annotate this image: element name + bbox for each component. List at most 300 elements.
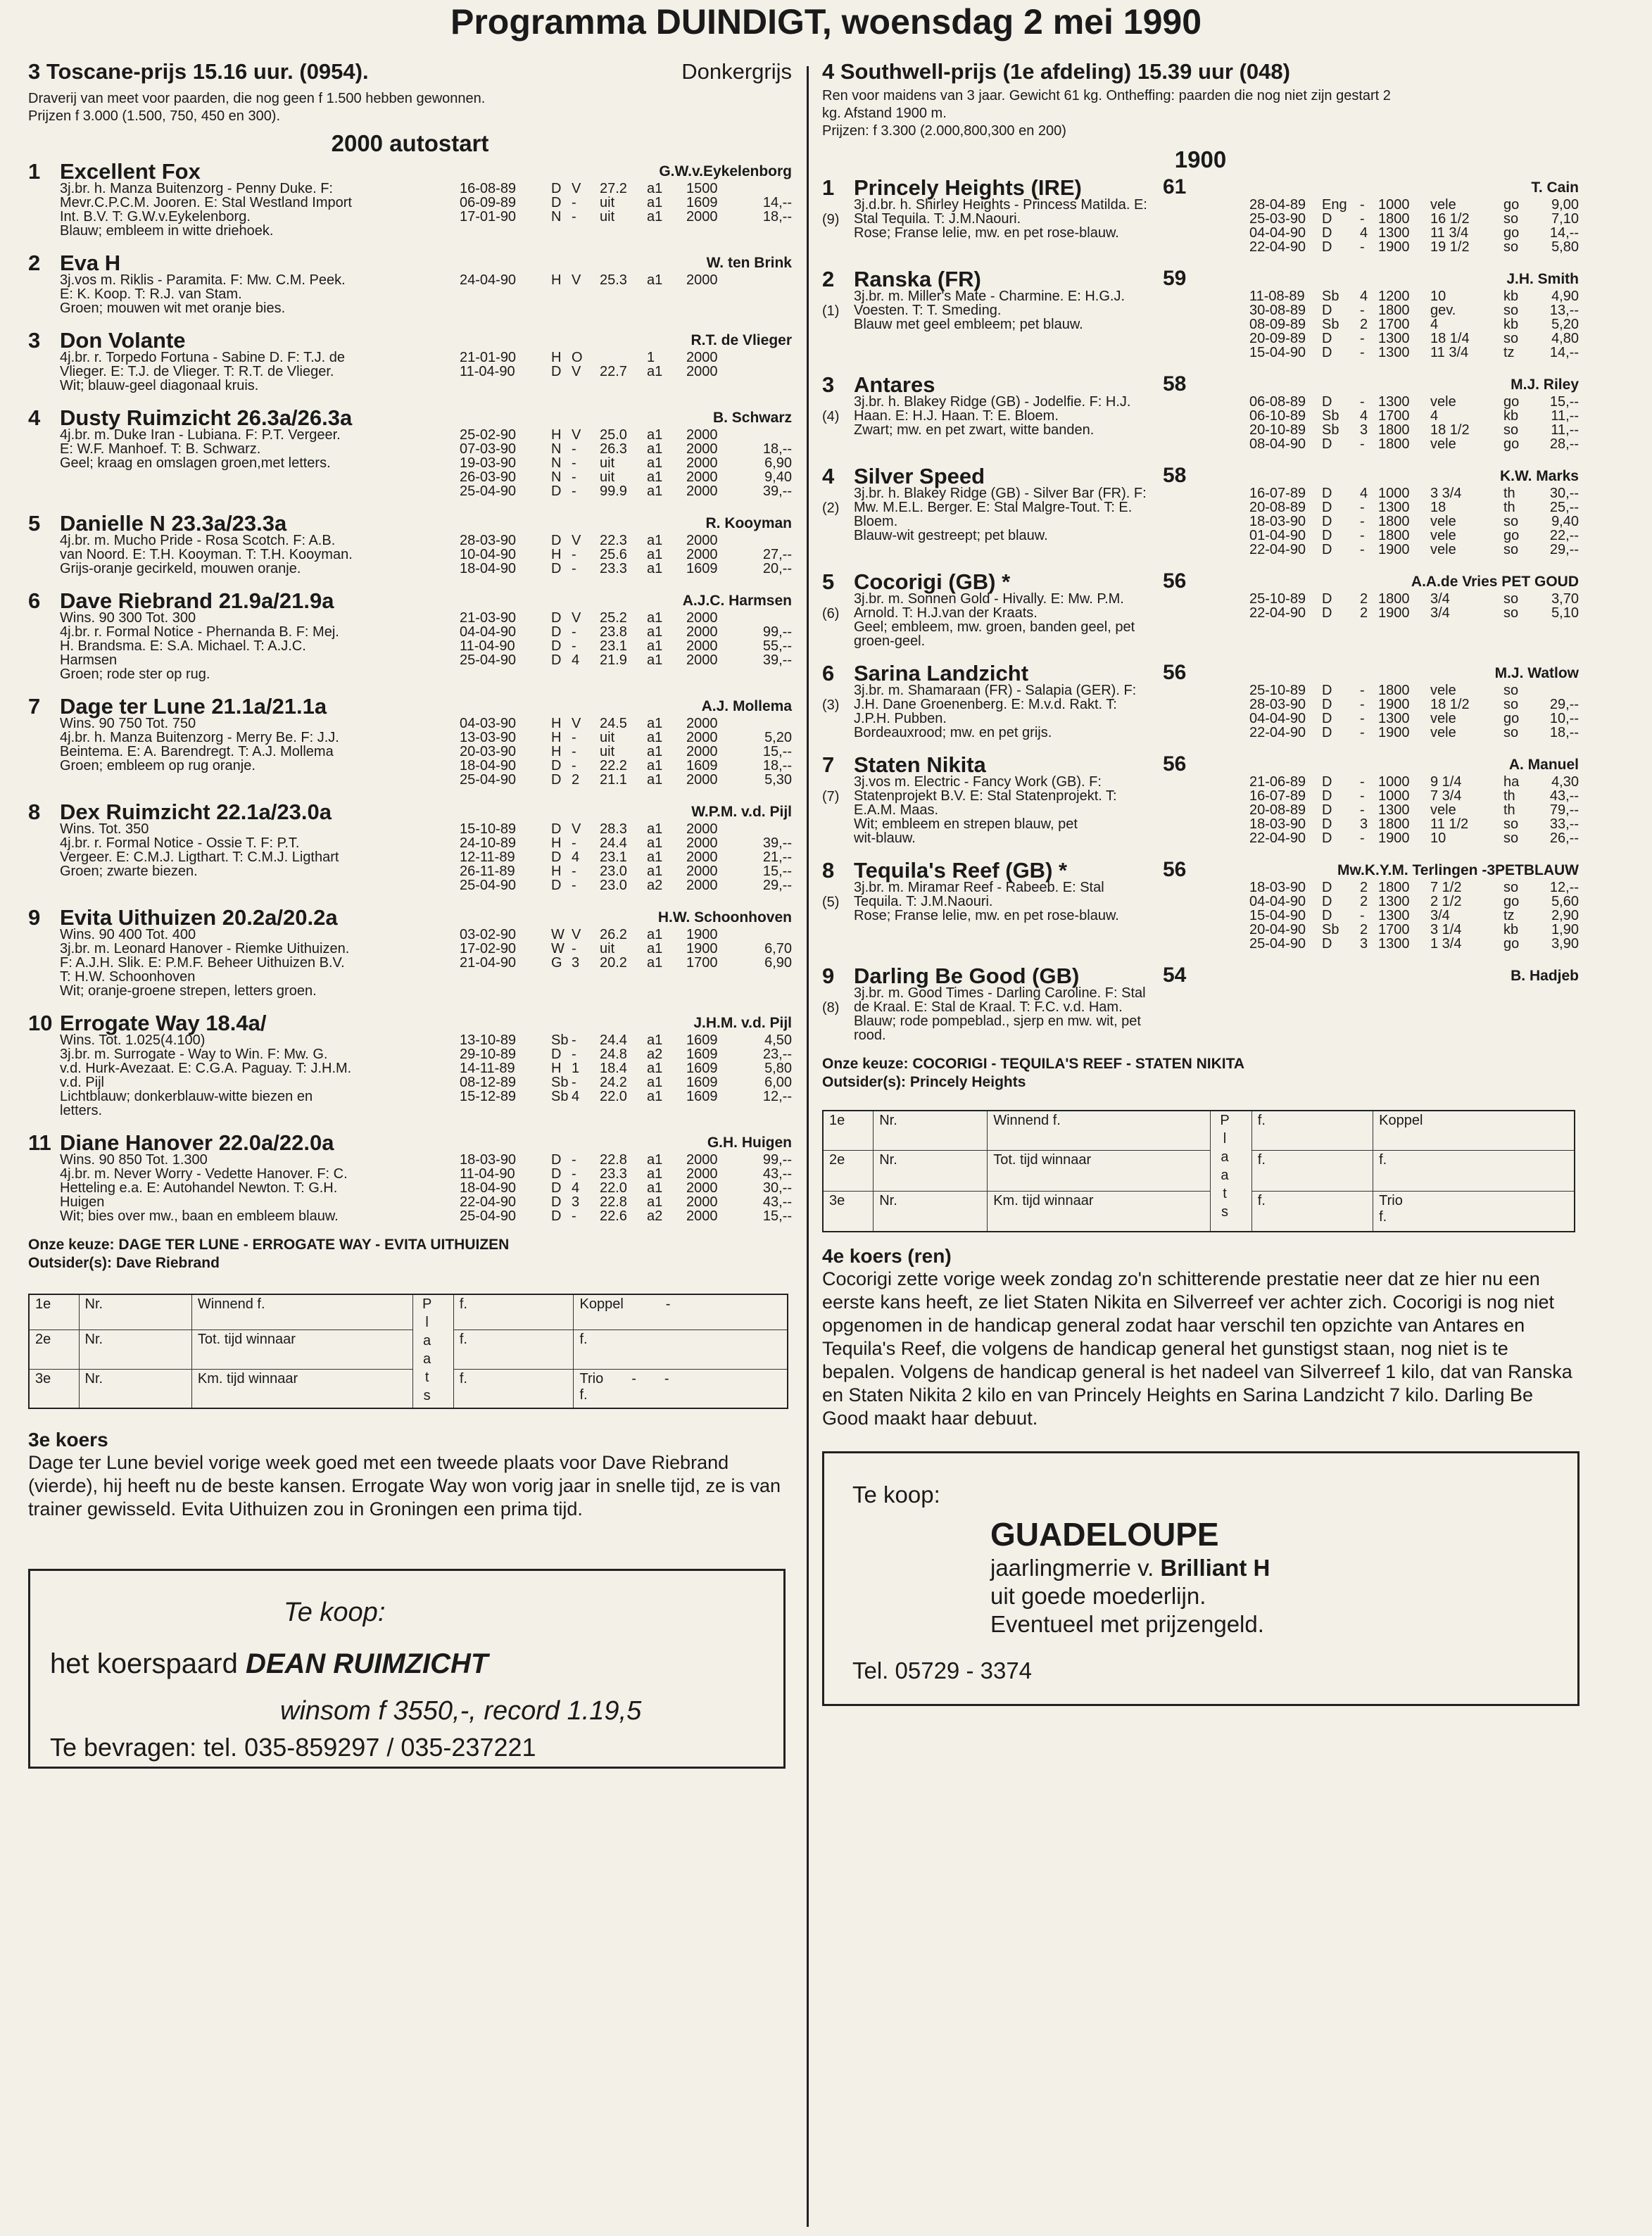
sheet-cell: f. <box>1251 1191 1373 1232</box>
horse-info-line: Arnold. T: H.J.van der Kraats. <box>854 606 1038 620</box>
form-cell: 18 <box>1430 500 1446 515</box>
form-row <box>28 273 792 287</box>
form-cell: 2000 <box>686 849 718 865</box>
horse-list <box>28 159 792 1226</box>
horse-details <box>28 182 792 241</box>
form-cell: 22.8 <box>600 1194 627 1210</box>
form-cell: 1 <box>572 1061 580 1076</box>
horse-details <box>822 880 1579 954</box>
form-cell: D <box>1322 816 1332 832</box>
form-cell: - <box>1360 542 1365 557</box>
horse-info-line: Zwart; mw. en pet zwart, witte banden. <box>854 423 1095 437</box>
horse-info <box>854 986 1241 1042</box>
sheet-cell: f. <box>1251 1111 1373 1150</box>
form-cell: 23.0 <box>600 878 627 893</box>
form-cell: V <box>572 533 581 548</box>
horse-entry <box>28 251 792 318</box>
form-cell: 23.3 <box>600 1166 627 1182</box>
form-cell: a1 <box>647 821 663 837</box>
horse-jockey: W. ten Brink <box>706 255 792 271</box>
form-cell: go <box>1503 711 1520 726</box>
form-cell: a1 <box>647 835 663 851</box>
horse-name: Sarina Landzicht <box>854 661 1029 686</box>
form-cell: D <box>1322 436 1332 452</box>
horse-entry <box>28 694 792 790</box>
horse-info-line: Wins. 90 750 Tot. 750 <box>60 716 196 731</box>
form-cell: - <box>1360 239 1365 255</box>
horse-info-line: Geel; kraag en omslagen groen,met letters. <box>60 456 331 470</box>
form-row <box>822 895 1579 909</box>
horse-entry <box>822 464 1579 560</box>
form-row <box>28 350 792 365</box>
form-cell: 4 <box>1430 408 1439 424</box>
form-cell: go <box>1503 436 1520 452</box>
form-cell: 2000 <box>686 744 718 759</box>
form-cell: 22-04-90 <box>1249 542 1306 557</box>
form-cell: uit <box>600 469 615 485</box>
form-row <box>822 437 1579 451</box>
horse-form <box>822 683 1579 740</box>
plaats-label: Plaats <box>419 1296 435 1406</box>
form-cell: - <box>1360 774 1365 790</box>
form-cell: so <box>1503 816 1519 832</box>
horse-info-line: 3j.br. m. Good Times - Darling Caroline. F: Stal <box>854 986 1146 1000</box>
sheet-cell: f. <box>1373 1150 1575 1191</box>
form-row <box>822 500 1579 514</box>
horse-post: (1) <box>822 303 840 319</box>
form-cell: D <box>1322 591 1332 607</box>
form-cell: 18.4 <box>600 1061 627 1076</box>
form-cell: kb <box>1503 408 1519 424</box>
horse-number: 9 <box>822 964 835 988</box>
form-cell: 4,90 <box>1551 289 1579 304</box>
form-cell: a1 <box>647 1032 663 1048</box>
form-cell: 1700 <box>1378 922 1410 937</box>
form-row <box>28 850 792 864</box>
form-row <box>28 928 792 942</box>
horse-info-line: wit-blauw. <box>854 831 916 845</box>
ad-line3: Eventueel met prijzengeld. <box>990 1611 1264 1637</box>
form-cell: go <box>1503 225 1520 241</box>
horse-info-line: Harmsen <box>60 653 118 667</box>
form-cell: - <box>1360 197 1365 213</box>
horse-name: Ranska (FR) <box>854 267 981 291</box>
form-cell: - <box>1360 697 1365 712</box>
horse-form <box>28 428 792 498</box>
form-cell: a1 <box>647 427 663 443</box>
horse-name: Don Volante <box>60 328 186 353</box>
horse-info-line: E: K. Koop. T: R.J. van Stam. <box>60 287 242 301</box>
form-cell: 1609 <box>686 758 718 773</box>
ad-guadeloupe <box>822 1451 1580 1706</box>
form-cell: so <box>1503 683 1519 698</box>
race-desc-line: kg. Afstand 1900 m. <box>822 106 947 121</box>
form-cell: 07-03-90 <box>460 441 517 457</box>
form-cell: kb <box>1503 317 1519 332</box>
horse-name: Cocorigi (GB) * <box>854 569 1011 594</box>
form-cell: - <box>572 469 576 485</box>
horse-info-line: Huigen <box>60 1195 105 1209</box>
form-cell: 2000 <box>686 1194 718 1210</box>
horse-name: Staten Nikita <box>854 752 986 777</box>
form-cell: 1300 <box>1378 802 1410 818</box>
horse-form <box>822 395 1579 451</box>
form-cell: 23.1 <box>600 849 627 865</box>
form-cell: a1 <box>647 1166 663 1182</box>
selection <box>822 1055 1579 1092</box>
horse-info-line: Bordeauxrood; mw. en pet grijs. <box>854 726 1052 740</box>
form-cell: 2 <box>1360 317 1368 332</box>
form-row <box>822 831 1579 845</box>
form-cell: - <box>1360 711 1365 726</box>
form-cell: 25-04-90 <box>460 484 517 499</box>
form-cell: 16-08-89 <box>460 181 517 196</box>
horse-number: 7 <box>822 752 835 777</box>
form-cell: 4,30 <box>1551 774 1579 790</box>
form-cell: so <box>1503 591 1519 607</box>
horse-jockey: Mw.K.Y.M. Terlingen -3PETBLAUW <box>1337 862 1579 878</box>
form-cell: 1609 <box>686 195 718 210</box>
form-cell: 6,90 <box>764 455 792 471</box>
form-cell: 15,-- <box>1549 394 1579 410</box>
form-cell: 25.2 <box>600 610 627 626</box>
form-cell: a1 <box>647 716 663 731</box>
form-cell: D <box>551 364 562 379</box>
form-cell: H <box>551 547 562 562</box>
form-cell: O <box>572 350 583 365</box>
horse-name: Princely Heights (IRE) <box>854 175 1082 200</box>
horse-info-line: Voesten. T: T. Smeding. <box>854 303 1002 317</box>
form-cell: 19 1/2 <box>1430 239 1470 255</box>
form-cell: 39,-- <box>762 652 792 668</box>
horse-entry <box>822 569 1579 651</box>
form-cell: - <box>572 1047 576 1062</box>
horse-info-line: Wit; embleem en strepen blauw, pet <box>854 817 1078 831</box>
horse-post: (9) <box>822 212 840 227</box>
form-cell: a1 <box>647 652 663 668</box>
form-cell: 25.3 <box>600 272 627 288</box>
horse-form <box>28 1033 792 1104</box>
form-cell: - <box>1360 500 1365 515</box>
form-cell: H <box>551 864 562 879</box>
form-cell: 43,-- <box>1549 788 1579 804</box>
form-cell: 1609 <box>686 561 718 576</box>
form-cell: 25,-- <box>1549 500 1579 515</box>
form-cell: 18 1/2 <box>1430 697 1470 712</box>
form-cell: 2000 <box>686 547 718 562</box>
form-cell: 1609 <box>686 1075 718 1090</box>
horse-details <box>822 395 1579 454</box>
form-cell: 24.4 <box>600 835 627 851</box>
form-cell: - <box>572 561 576 576</box>
horse-form <box>822 592 1579 620</box>
form-cell: 10,-- <box>1549 711 1579 726</box>
horse-number: 2 <box>822 267 835 291</box>
sheet-cell: Nr. <box>79 1294 191 1330</box>
form-cell: D <box>551 1047 562 1062</box>
form-row <box>28 716 792 731</box>
horse-info-line: v.d. Hurk-Avezaat. E: C.G.A. Paguay. T: J.H.M. <box>60 1061 352 1075</box>
horse-info-line: rood. <box>854 1028 886 1042</box>
form-row <box>822 423 1579 437</box>
horse-details <box>28 428 792 501</box>
form-row <box>28 1195 792 1209</box>
form-cell: D <box>551 533 562 548</box>
form-cell: 04-04-90 <box>460 624 517 640</box>
form-cell: 4,80 <box>1551 331 1579 346</box>
form-cell: uit <box>600 730 615 745</box>
form-cell: 1300 <box>1378 345 1410 360</box>
bet-sheet <box>822 1110 1575 1232</box>
form-cell: th <box>1503 486 1515 501</box>
form-cell: 11,-- <box>1551 422 1579 438</box>
form-cell: 21.1 <box>600 772 627 788</box>
horse-details <box>822 289 1579 362</box>
horse-entry <box>28 905 792 1001</box>
form-cell: 2000 <box>686 878 718 893</box>
form-cell: a1 <box>647 772 663 788</box>
form-cell: 2000 <box>686 1166 718 1182</box>
form-cell: 24.8 <box>600 1047 627 1062</box>
form-cell: vele <box>1430 528 1456 543</box>
form-cell: D <box>1322 486 1332 501</box>
form-cell: 25.0 <box>600 427 627 443</box>
form-cell: 4 <box>1360 225 1368 241</box>
form-row <box>28 836 792 850</box>
form-cell: - <box>572 864 576 879</box>
form-cell: D <box>551 758 562 773</box>
form-cell: 22-04-90 <box>1249 725 1306 740</box>
horse-entry <box>822 858 1579 954</box>
form-cell: 24-10-89 <box>460 835 517 851</box>
form-cell: 14,-- <box>1549 345 1579 360</box>
horse-form <box>822 486 1579 557</box>
horse-info-line: Vlieger. E: T.J. de Vlieger. T: R.T. de Vlieger. <box>60 365 334 379</box>
form-cell: 7 1/2 <box>1430 880 1462 895</box>
form-cell: 4 <box>1430 317 1439 332</box>
form-cell: a1 <box>647 638 663 654</box>
horse-info-line: Bloem. <box>854 514 898 529</box>
sheet-cell: Winnend f. <box>988 1111 1211 1150</box>
form-row <box>28 639 792 653</box>
horse-info-line: F: A.J.H. Slik. E: P.M.F. Beheer Uithuizen B.V. <box>60 956 345 970</box>
form-cell: vele <box>1430 394 1456 410</box>
form-cell: 26.2 <box>600 927 627 942</box>
horse-name: Diane Hanover 22.0a/22.0a <box>60 1130 334 1155</box>
form-cell: a1 <box>647 1075 663 1090</box>
horse-number: 4 <box>822 464 835 488</box>
form-cell: a2 <box>647 1208 663 1224</box>
horse-number: 8 <box>822 858 835 883</box>
horse-post: (6) <box>822 606 840 621</box>
form-cell: 2000 <box>686 624 718 640</box>
form-cell: - <box>572 1032 576 1048</box>
form-cell: 1700 <box>1378 408 1410 424</box>
race-distance: 2000 autostart <box>331 130 489 156</box>
form-cell: a1 <box>647 547 663 562</box>
form-cell: 1900 <box>686 927 718 942</box>
form-cell: 3,70 <box>1551 591 1579 607</box>
form-cell: 4 <box>1360 408 1368 424</box>
form-cell: 4 <box>572 1180 580 1196</box>
report-heading: 4e koers (ren) <box>822 1245 952 1267</box>
form-cell: 2 <box>1360 894 1368 909</box>
form-row <box>822 606 1579 620</box>
form-cell: 24-04-90 <box>460 272 517 288</box>
horse-info-line: Wit; oranje-groene strepen, letters groen. <box>60 984 317 998</box>
form-cell: 22.6 <box>600 1208 627 1224</box>
form-cell: 18 1/2 <box>1430 422 1470 438</box>
form-cell: a1 <box>647 864 663 879</box>
form-row <box>822 212 1579 226</box>
form-cell: 18-03-90 <box>1249 880 1306 895</box>
form-cell: 1800 <box>1378 683 1410 698</box>
form-cell: H <box>551 835 562 851</box>
form-cell: 08-04-90 <box>1249 436 1306 452</box>
form-cell: D <box>551 772 562 788</box>
form-cell: D <box>1322 394 1332 410</box>
form-cell: 99.9 <box>600 484 627 499</box>
form-cell: 12,-- <box>1549 880 1579 895</box>
horse-details <box>822 683 1579 743</box>
form-cell: 1300 <box>1378 908 1410 923</box>
sheet-dash: - <box>665 1296 671 1312</box>
form-cell: 08-09-89 <box>1249 317 1306 332</box>
horse-info-line: v.d. Pijl <box>60 1075 104 1089</box>
horse-form <box>28 273 792 287</box>
koppel-label: Koppel <box>579 1296 624 1312</box>
form-cell: 20-08-89 <box>1249 802 1306 818</box>
horse-number: 5 <box>822 569 835 594</box>
form-cell: uit <box>600 941 615 956</box>
form-cell: D <box>1322 936 1332 952</box>
form-cell: 2000 <box>686 272 718 288</box>
horse-number: 9 <box>28 905 41 930</box>
form-row <box>28 625 792 639</box>
form-cell: - <box>572 624 576 640</box>
form-cell: - <box>572 547 576 562</box>
form-cell: 13-03-90 <box>460 730 517 745</box>
form-cell: 18-04-90 <box>460 561 517 576</box>
horse-weight: 56 <box>1163 661 1187 684</box>
form-row <box>28 1209 792 1223</box>
form-cell: 1900 <box>1378 725 1410 740</box>
form-row <box>28 533 792 548</box>
form-cell: 25-04-90 <box>460 652 517 668</box>
horse-form <box>822 880 1579 951</box>
horse-entry <box>822 175 1579 257</box>
form-cell: 1800 <box>1378 436 1410 452</box>
form-cell: - <box>572 1075 576 1090</box>
form-row <box>28 1047 792 1061</box>
horse-info-line: Rose; Franse lelie, mw. en pet rose-blauw. <box>854 909 1119 923</box>
sheet-cell: f. <box>1379 1208 1387 1225</box>
horse-post: (4) <box>822 409 840 424</box>
form-cell: - <box>572 455 576 471</box>
form-cell: a1 <box>647 484 663 499</box>
form-cell: 5,30 <box>764 772 792 788</box>
sheet-cell: Km. tijd winnaar <box>191 1369 412 1408</box>
form-cell: a1 <box>647 624 663 640</box>
horse-info-line: Lichtblauw; donkerblauw-witte biezen en <box>60 1089 313 1104</box>
form-cell: 2 1/2 <box>1430 894 1462 909</box>
race-desc-line: Prijzen: f 3.300 (2.000,800,300 en 200) <box>822 123 1066 139</box>
form-cell: 18-04-90 <box>460 1180 517 1196</box>
form-cell: 18,-- <box>762 441 792 457</box>
horse-info-line: Wit; blauw-geel diagonaal kruis. <box>60 379 259 393</box>
horse-jockey: A.A.de Vries PET GOUD <box>1411 574 1579 590</box>
form-cell: 1300 <box>1378 711 1410 726</box>
horse-details <box>28 716 792 790</box>
form-cell: - <box>572 195 576 210</box>
horse-name: Silver Speed <box>854 464 985 488</box>
ad-text: jaarlingmerrie v. <box>990 1555 1161 1581</box>
horse-number: 11 <box>28 1130 51 1155</box>
horse-details <box>822 775 1579 848</box>
horse-post: (2) <box>822 500 840 516</box>
form-cell: 2000 <box>686 652 718 668</box>
form-cell: 20-09-89 <box>1249 331 1306 346</box>
form-cell: 04-04-90 <box>1249 711 1306 726</box>
form-cell: D <box>551 652 562 668</box>
form-cell: 11 3/4 <box>1430 225 1469 241</box>
form-cell: 4 <box>572 849 580 865</box>
form-cell: 11 3/4 <box>1430 345 1469 360</box>
form-cell: 2000 <box>686 469 718 485</box>
form-cell: 28-04-89 <box>1249 197 1306 213</box>
form-cell: Sb <box>551 1032 569 1048</box>
form-row <box>822 529 1579 543</box>
form-cell: Sb <box>551 1089 569 1104</box>
sheet-cell: f. <box>574 1330 788 1370</box>
form-cell: 1700 <box>1378 317 1410 332</box>
horse-name: Evita Uithuizen 20.2a/20.2a <box>60 905 338 930</box>
form-cell: 25-04-90 <box>1249 936 1306 952</box>
form-cell: uit <box>600 455 615 471</box>
form-cell: 21-01-90 <box>460 350 517 365</box>
form-cell: 2000 <box>686 1180 718 1196</box>
form-cell: so <box>1503 239 1519 255</box>
form-cell: 2000 <box>686 364 718 379</box>
form-cell: 11 1/2 <box>1430 816 1469 832</box>
form-cell: - <box>1360 528 1365 543</box>
form-cell: 22-04-90 <box>460 1194 517 1210</box>
horse-details <box>822 592 1579 651</box>
horse-number: 5 <box>28 511 41 536</box>
form-cell: 4 <box>1360 486 1368 501</box>
form-cell: 25-03-90 <box>1249 211 1306 227</box>
form-cell: - <box>572 441 576 457</box>
form-cell: 3/4 <box>1430 591 1450 607</box>
form-cell: 18-03-90 <box>1249 816 1306 832</box>
form-cell: 18,-- <box>762 758 792 773</box>
race-color: Donkergrijs <box>681 59 792 84</box>
form-cell: - <box>1360 830 1365 846</box>
form-cell: a1 <box>647 1089 663 1104</box>
form-cell: 13,-- <box>1549 303 1579 318</box>
form-cell: a1 <box>647 730 663 745</box>
form-cell: 1900 <box>1378 239 1410 255</box>
form-cell: 22.0 <box>600 1089 627 1104</box>
form-cell: 1609 <box>686 1061 718 1076</box>
horse-info-line: Wins. Tot. 1.025(4.100) <box>60 1033 206 1047</box>
form-cell: 22.3 <box>600 533 627 548</box>
form-cell: 23.1 <box>600 638 627 654</box>
horse-weight: 58 <box>1163 372 1187 396</box>
form-cell: D <box>551 624 562 640</box>
horse-details <box>822 986 1579 1045</box>
ad-horse-name: DEAN RUIMZICHT <box>245 1648 488 1679</box>
